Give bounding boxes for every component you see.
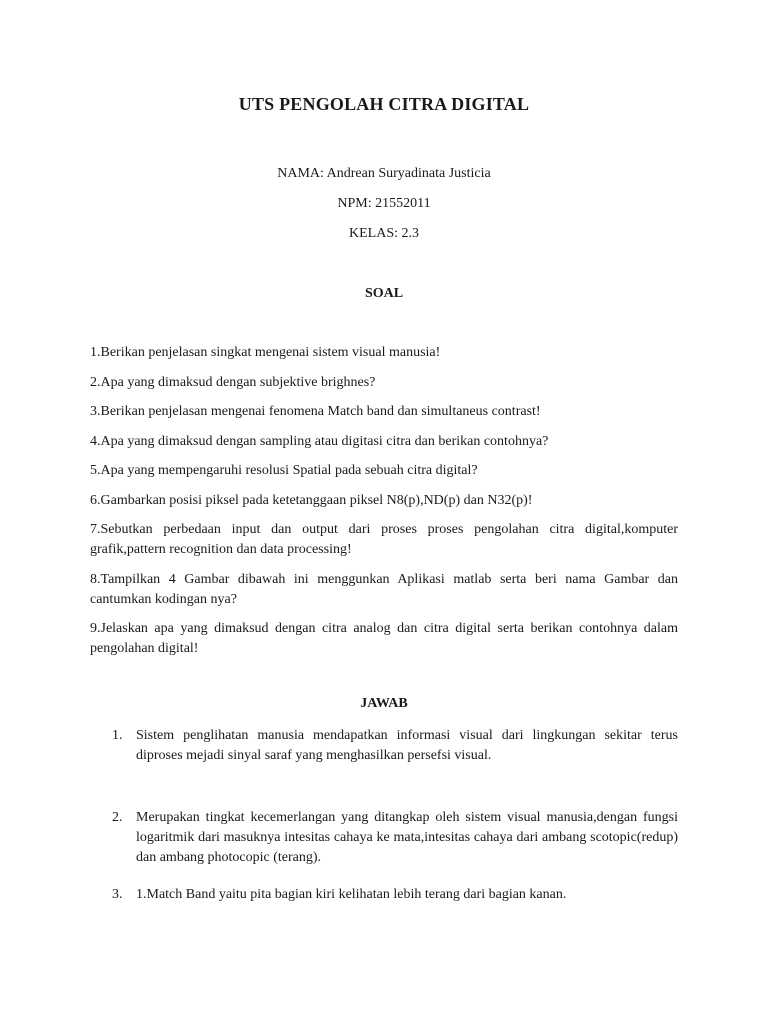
question-item: 4.Apa yang dimaksud dengan sampling atau digitasi citra dan berikan contohnya? bbox=[90, 433, 549, 449]
question-item: 7.Sebutkan perbedaan input dan output dari proses proses pengolahan citra digital,komputer grafik,pattern recognition dan data processing! bbox=[90, 522, 678, 557]
answer-number: 2. bbox=[112, 810, 123, 825]
answer-text: Merupakan tingkat kecemerlangan yang ditangkap oleh sistem visual manusia,dengan fungsi logaritmik dari masuknya intesitas cahaya ke mata,intesitas cahaya dari ambang scotopic(redup) dan ambang photocopic (terang). bbox=[136, 810, 678, 865]
answers-heading: JAWAB bbox=[360, 696, 408, 711]
question-item: 8.Tampilkan 4 Gambar dibawah ini menggunkan Aplikasi matlab serta beri nama Gambar dan cantumkan kodingan nya? bbox=[90, 571, 678, 607]
answer-number: 1. bbox=[112, 728, 123, 743]
question-item: 6.Gambarkan posisi piksel pada ketetanggaan piksel N8(p),ND(p) dan N32(p)! bbox=[90, 492, 533, 508]
question-item: 2.Apa yang dimaksud dengan subjektive brighnes? bbox=[90, 374, 376, 390]
student-class: KELAS: 2.3 bbox=[349, 226, 419, 241]
answer-number: 3. bbox=[112, 887, 123, 902]
question-item: 9.Jelaskan apa yang dimaksud dengan citra analog dan citra digital serta berikan contohnya dalam pengolahan digital! bbox=[90, 621, 678, 656]
answer-item bbox=[90, 885, 678, 905]
student-npm: NPM: 21552011 bbox=[337, 196, 431, 211]
questions-heading: SOAL bbox=[364, 286, 404, 301]
question-item: 1.Berikan penjelasan singkat mengenai sistem visual manusia! bbox=[90, 345, 441, 360]
student-name: NAMA: Andrean Suryadinata Justicia bbox=[277, 166, 491, 181]
question-item: 5.Apa yang mempengaruhi resolusi Spatial pada sebuah citra digital? bbox=[90, 463, 478, 478]
answer-item bbox=[90, 726, 678, 766]
answer-item bbox=[90, 808, 678, 868]
answer-text: 1.Match Band yaitu pita bagian kiri kelihatan lebih terang dari bagian kanan. bbox=[136, 887, 567, 902]
questions-list bbox=[90, 343, 678, 669]
question-item: 3.Berikan penjelasan mengenai fenomena Match band dan simultaneus contrast! bbox=[90, 404, 541, 419]
document-title: UTS PENGOLAH CITRA DIGITAL bbox=[238, 94, 530, 114]
answer-text: Sistem penglihatan manusia mendapatkan informasi visual dari lingkungan sekitar terus diproses mejadi sinyal saraf yang menghasilkan persefsi visual. bbox=[136, 728, 678, 763]
answers-list bbox=[90, 726, 678, 905]
